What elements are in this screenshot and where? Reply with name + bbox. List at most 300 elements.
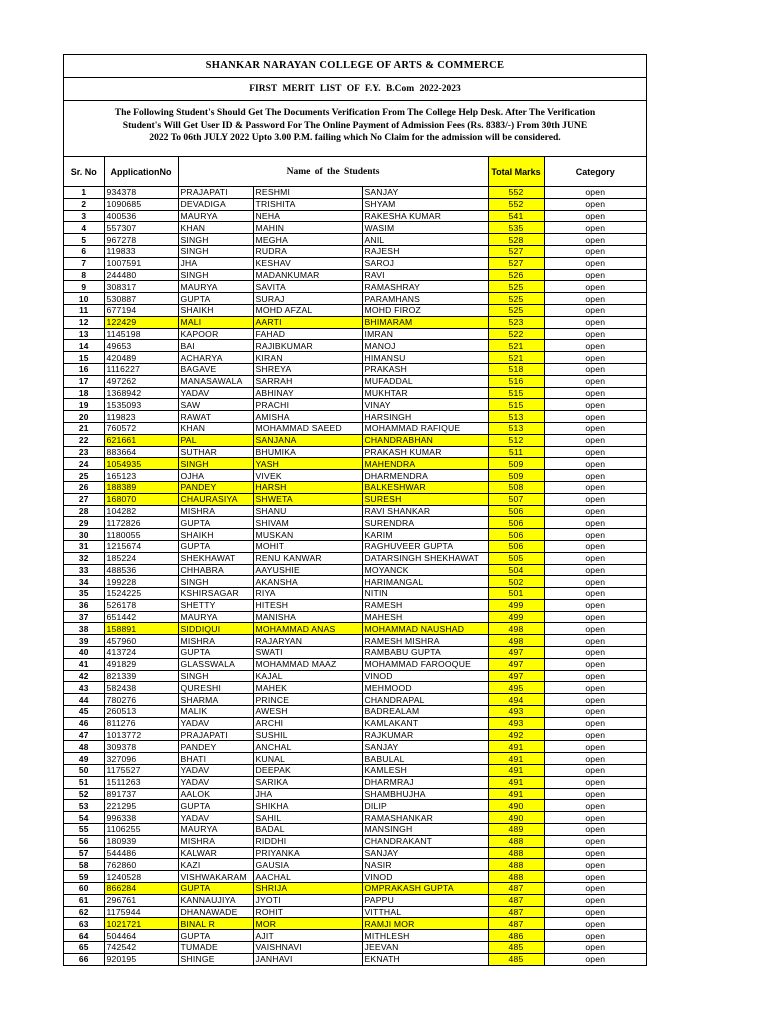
surname-cell: PANDEY	[178, 741, 253, 753]
category-cell: open	[544, 741, 646, 753]
application-no-cell: 1368942	[104, 387, 178, 399]
table-row	[64, 930, 646, 942]
category-cell: open	[544, 328, 646, 340]
first-name-cell: MOHIT	[253, 540, 362, 552]
table-row	[64, 694, 646, 706]
first-name-cell: AKANSHA	[253, 576, 362, 588]
father-name-cell: PAPPU	[362, 894, 488, 906]
first-name-cell: KAJAL	[253, 670, 362, 682]
father-name-cell: RAMESH MISHRA	[362, 635, 488, 647]
application-no-cell: 557307	[104, 222, 178, 234]
total-marks-cell: 490	[488, 812, 544, 824]
father-name-cell: SANJAY	[362, 741, 488, 753]
table-row	[64, 611, 646, 623]
father-name-cell: SANJAY	[362, 847, 488, 859]
notice-line: 2022 To 06th JULY 2022 Upto 3.00 P.M. failing which No Claim for the admission will be considered.	[149, 132, 561, 143]
total-marks-cell: 501	[488, 588, 544, 600]
application-no-cell: 1013772	[104, 729, 178, 741]
total-marks-cell: 515	[488, 399, 544, 411]
surname-cell: MALIK	[178, 706, 253, 718]
application-no-cell: 1511263	[104, 776, 178, 788]
application-no-cell: 1116227	[104, 363, 178, 375]
application-no-cell: 221295	[104, 800, 178, 812]
first-name-cell: JHA	[253, 788, 362, 800]
first-name-cell: RAJARYAN	[253, 635, 362, 647]
surname-cell: JHA	[178, 257, 253, 269]
application-no-cell: 309378	[104, 741, 178, 753]
table-row	[64, 540, 646, 552]
category-cell: open	[544, 812, 646, 824]
application-no-cell: 1054935	[104, 458, 178, 470]
surname-cell: KHAN	[178, 222, 253, 234]
first-name-cell: FAHAD	[253, 328, 362, 340]
first-name-cell: SHWETA	[253, 493, 362, 505]
father-name-cell: BABULAL	[362, 753, 488, 765]
first-name-cell: PRINCE	[253, 694, 362, 706]
application-no-cell: 742542	[104, 942, 178, 954]
surname-cell: SHETTY	[178, 599, 253, 611]
father-name-cell: VITTHAL	[362, 906, 488, 918]
first-name-cell: MUSKAN	[253, 529, 362, 541]
application-no-cell: 891737	[104, 788, 178, 800]
father-name-cell: VINOD	[362, 871, 488, 883]
total-marks-cell: 486	[488, 930, 544, 942]
application-no-cell: 1145198	[104, 328, 178, 340]
total-marks-cell: 491	[488, 765, 544, 777]
sr-no-cell: 28	[64, 505, 104, 517]
application-no-cell: 760572	[104, 422, 178, 434]
category-cell: open	[544, 859, 646, 871]
surname-cell: MAURYA	[178, 611, 253, 623]
category-cell: open	[544, 304, 646, 316]
sr-no-cell: 58	[64, 859, 104, 871]
total-marks-cell: 518	[488, 363, 544, 375]
sr-no-cell: 7	[64, 257, 104, 269]
surname-cell: GLASSWALA	[178, 658, 253, 670]
total-marks-cell: 499	[488, 599, 544, 611]
application-no-cell: 762860	[104, 859, 178, 871]
first-name-cell: JANHAVI	[253, 953, 362, 964]
total-marks-cell: 490	[488, 800, 544, 812]
first-name-cell: BHUMIKA	[253, 446, 362, 458]
table-row	[64, 387, 646, 399]
father-name-cell: DHARMRAJ	[362, 776, 488, 788]
father-name-cell: SANJAY	[362, 187, 488, 199]
table-row	[64, 658, 646, 670]
table-row	[64, 458, 646, 470]
total-marks-cell: 541	[488, 210, 544, 222]
table-row	[64, 316, 646, 328]
table-row	[64, 776, 646, 788]
father-name-cell: RAVI	[362, 269, 488, 281]
application-no-cell: 883664	[104, 446, 178, 458]
first-name-cell: BADAL	[253, 824, 362, 836]
father-name-cell: MOHAMMAD FAROOQUE	[362, 658, 488, 670]
application-no-cell: 497262	[104, 375, 178, 387]
application-no-cell: 420489	[104, 352, 178, 364]
application-no-cell: 491829	[104, 658, 178, 670]
first-name-cell: RUDRA	[253, 245, 362, 257]
sr-no-cell: 16	[64, 363, 104, 375]
surname-cell: YADAV	[178, 765, 253, 777]
first-name-cell: SHIVAM	[253, 517, 362, 529]
surname-cell: TUMADE	[178, 942, 253, 954]
notice-line: Student's Will Get User ID & Password For The Online Payment of Admission Fees (Rs. 8383/-) From 30th JUNE	[122, 119, 588, 131]
first-name-cell: MOR	[253, 918, 362, 930]
table-row	[64, 753, 646, 765]
sr-no-cell: 54	[64, 812, 104, 824]
sr-no-cell: 20	[64, 411, 104, 423]
surname-cell: GUPTA	[178, 540, 253, 552]
father-name-cell: RAMBABU GUPTA	[362, 647, 488, 659]
first-name-cell: SHREYA	[253, 363, 362, 375]
total-marks-cell: 526	[488, 269, 544, 281]
application-no-cell: 780276	[104, 694, 178, 706]
father-name-cell: BADREALAM	[362, 706, 488, 718]
father-name-cell: MOHD FIROZ	[362, 304, 488, 316]
surname-cell: BINAL R	[178, 918, 253, 930]
table-row	[64, 576, 646, 588]
first-name-cell: SARIKA	[253, 776, 362, 788]
first-name-cell: MOHD AFZAL	[253, 304, 362, 316]
table-row	[64, 245, 646, 257]
father-name-cell: MAHENDRA	[362, 458, 488, 470]
application-no-cell: 621661	[104, 434, 178, 446]
surname-cell: GUPTA	[178, 800, 253, 812]
category-cell: open	[544, 399, 646, 411]
table-row	[64, 953, 646, 964]
father-name-cell: NITIN	[362, 588, 488, 600]
surname-cell: SHEKHAWAT	[178, 552, 253, 564]
category-cell: open	[544, 458, 646, 470]
sr-no-cell: 49	[64, 753, 104, 765]
application-no-cell: 530887	[104, 293, 178, 305]
application-no-cell: 1090685	[104, 198, 178, 210]
sr-no-cell: 48	[64, 741, 104, 753]
surname-cell: SINGH	[178, 269, 253, 281]
surname-cell: CHAURASIYA	[178, 493, 253, 505]
table-row	[64, 942, 646, 954]
father-name-cell: ANIL	[362, 234, 488, 246]
surname-cell: SHINGE	[178, 953, 253, 964]
total-marks-cell: 508	[488, 481, 544, 493]
application-no-cell: 119833	[104, 245, 178, 257]
application-no-cell: 1524225	[104, 588, 178, 600]
sr-no-cell: 27	[64, 493, 104, 505]
first-name-cell: SUSHIL	[253, 729, 362, 741]
table-row	[64, 257, 646, 269]
father-name-cell: CHANDRAPAL	[362, 694, 488, 706]
surname-cell: BAGAVE	[178, 363, 253, 375]
first-name-cell: PRACHI	[253, 399, 362, 411]
father-name-cell: RAMASHRAY	[362, 281, 488, 293]
table-row	[64, 552, 646, 564]
surname-cell: DHANAWADE	[178, 906, 253, 918]
total-marks-cell: 494	[488, 694, 544, 706]
surname-cell: SHAIKH	[178, 529, 253, 541]
sr-no-cell: 42	[64, 670, 104, 682]
total-marks-cell: 498	[488, 623, 544, 635]
total-marks-cell: 506	[488, 540, 544, 552]
total-marks-cell: 552	[488, 198, 544, 210]
category-cell: open	[544, 552, 646, 564]
application-no-cell: 582438	[104, 682, 178, 694]
total-marks-cell: 493	[488, 717, 544, 729]
table-row	[64, 682, 646, 694]
first-name-cell: MOHAMMAD MAAZ	[253, 658, 362, 670]
father-name-cell: SURESH	[362, 493, 488, 505]
category-cell: open	[544, 670, 646, 682]
category-cell: open	[544, 245, 646, 257]
table-row	[64, 422, 646, 434]
first-name-cell: AACHAL	[253, 871, 362, 883]
category-cell: open	[544, 576, 646, 588]
table-row	[64, 352, 646, 364]
father-name-cell: RAMESH	[362, 599, 488, 611]
surname-cell: MAURYA	[178, 210, 253, 222]
surname-cell: SINGH	[178, 576, 253, 588]
father-name-cell: RAVI SHANKAR	[362, 505, 488, 517]
surname-cell: DEVADIGA	[178, 198, 253, 210]
verification-notice	[64, 101, 646, 157]
category-cell: open	[544, 352, 646, 364]
sr-no-cell: 33	[64, 564, 104, 576]
surname-cell: ACHARYA	[178, 352, 253, 364]
sr-no-cell: 3	[64, 210, 104, 222]
first-name-cell: TRISHITA	[253, 198, 362, 210]
first-name-cell: MAHEK	[253, 682, 362, 694]
category-cell: open	[544, 422, 646, 434]
surname-cell: SHAIKH	[178, 304, 253, 316]
table-row	[64, 670, 646, 682]
table-row	[64, 304, 646, 316]
father-name-cell: DILIP	[362, 800, 488, 812]
total-marks-cell: 498	[488, 635, 544, 647]
category-cell: open	[544, 847, 646, 859]
first-name-cell: RENU KANWAR	[253, 552, 362, 564]
table-row	[64, 187, 646, 199]
category-cell: open	[544, 942, 646, 954]
surname-cell: MANASAWALA	[178, 375, 253, 387]
category-cell: open	[544, 434, 646, 446]
sr-no-cell: 31	[64, 540, 104, 552]
sr-no-cell: 12	[64, 316, 104, 328]
sr-no-cell: 38	[64, 623, 104, 635]
sr-no-cell: 10	[64, 293, 104, 305]
surname-cell: VISHWAKARAM	[178, 871, 253, 883]
surname-cell: YADAV	[178, 387, 253, 399]
first-name-cell: YASH	[253, 458, 362, 470]
father-name-cell: KARIM	[362, 529, 488, 541]
table-row	[64, 788, 646, 800]
surname-cell: YADAV	[178, 812, 253, 824]
first-name-cell: ABHINAY	[253, 387, 362, 399]
first-name-cell: MAHIN	[253, 222, 362, 234]
sr-no-cell: 62	[64, 906, 104, 918]
table-row	[64, 588, 646, 600]
category-cell: open	[544, 588, 646, 600]
category-cell: open	[544, 210, 646, 222]
application-no-cell: 119823	[104, 411, 178, 423]
table-row	[64, 269, 646, 281]
table-row	[64, 599, 646, 611]
surname-cell: KANNAUJIYA	[178, 894, 253, 906]
table-row	[64, 635, 646, 647]
total-marks-cell: 504	[488, 564, 544, 576]
table-row	[64, 198, 646, 210]
category-cell: open	[544, 835, 646, 847]
father-name-cell: RAMASHANKAR	[362, 812, 488, 824]
table-row	[64, 800, 646, 812]
application-no-cell: 308317	[104, 281, 178, 293]
sr-no-cell: 51	[64, 776, 104, 788]
surname-cell: KALWAR	[178, 847, 253, 859]
category-cell: open	[544, 706, 646, 718]
table-row	[64, 717, 646, 729]
total-marks-cell: 487	[488, 883, 544, 895]
category-cell: open	[544, 894, 646, 906]
father-name-cell: HARSINGH	[362, 411, 488, 423]
sr-no-cell: 35	[64, 588, 104, 600]
table-row	[64, 470, 646, 482]
surname-cell: SINGH	[178, 458, 253, 470]
father-name-cell: PARAMHANS	[362, 293, 488, 305]
total-marks-header: Total Marks	[488, 157, 544, 187]
sr-no-cell: 15	[64, 352, 104, 364]
sr-no-cell: 45	[64, 706, 104, 718]
application-no-cell: 1240528	[104, 871, 178, 883]
category-cell: open	[544, 753, 646, 765]
table-row	[64, 741, 646, 753]
category-cell: open	[544, 918, 646, 930]
surname-cell: SINGH	[178, 234, 253, 246]
sr-no-cell: 22	[64, 434, 104, 446]
category-cell: open	[544, 635, 646, 647]
sr-no-cell: 47	[64, 729, 104, 741]
total-marks-cell: 489	[488, 824, 544, 836]
application-no-cell: 920195	[104, 953, 178, 964]
first-name-cell: SAHIL	[253, 812, 362, 824]
category-cell: open	[544, 729, 646, 741]
table-row	[64, 871, 646, 883]
category-cell: open	[544, 540, 646, 552]
sr-no-cell: 66	[64, 953, 104, 964]
total-marks-cell: 485	[488, 942, 544, 954]
first-name-cell: ARCHI	[253, 717, 362, 729]
first-name-cell: GAUSIA	[253, 859, 362, 871]
father-name-cell: SHAMBHUJHA	[362, 788, 488, 800]
category-cell: open	[544, 906, 646, 918]
total-marks-cell: 487	[488, 906, 544, 918]
notice-line: The Following Student's Should Get The Documents Verification From The College Help Desk. After The Verification	[114, 107, 596, 118]
surname-cell: SHARMA	[178, 694, 253, 706]
total-marks-cell: 522	[488, 328, 544, 340]
father-name-cell: MEHMOOD	[362, 682, 488, 694]
table-row	[64, 517, 646, 529]
total-marks-cell: 491	[488, 741, 544, 753]
sr-no-cell: 26	[64, 481, 104, 493]
first-name-cell: AWESH	[253, 706, 362, 718]
first-name-cell: MEGHA	[253, 234, 362, 246]
category-cell: open	[544, 187, 646, 199]
application-no-cell: 651442	[104, 611, 178, 623]
category-cell: open	[544, 647, 646, 659]
category-cell: open	[544, 623, 646, 635]
surname-cell: MAURYA	[178, 281, 253, 293]
first-name-cell: VIVEK	[253, 470, 362, 482]
application-no-cell: 967278	[104, 234, 178, 246]
application-no-cell: 1180055	[104, 529, 178, 541]
first-name-cell: ANCHAL	[253, 741, 362, 753]
total-marks-cell: 502	[488, 576, 544, 588]
sr-no-cell: 17	[64, 375, 104, 387]
sr-no-cell: 57	[64, 847, 104, 859]
category-cell: open	[544, 883, 646, 895]
total-marks-cell: 511	[488, 446, 544, 458]
father-name-cell: SHYAM	[362, 198, 488, 210]
category-cell: open	[544, 529, 646, 541]
surname-cell: SINGH	[178, 245, 253, 257]
sr-no-cell: 5	[64, 234, 104, 246]
category-cell: open	[544, 871, 646, 883]
father-name-cell: BHIMARAM	[362, 316, 488, 328]
first-name-cell: MOHAMMAD ANAS	[253, 623, 362, 635]
sr-no-cell: 50	[64, 765, 104, 777]
table-row	[64, 293, 646, 305]
category-cell: open	[544, 493, 646, 505]
first-name-cell: SURAJ	[253, 293, 362, 305]
merit-list-sheet	[63, 54, 647, 966]
category-cell: open	[544, 717, 646, 729]
father-name-cell: MOYANCK	[362, 564, 488, 576]
application-no-cell: 1007591	[104, 257, 178, 269]
application-no-cell: 413724	[104, 647, 178, 659]
surname-cell: PAL	[178, 434, 253, 446]
category-cell: open	[544, 788, 646, 800]
sr-no-cell: 29	[64, 517, 104, 529]
father-name-cell: RAGHUVEER GUPTA	[362, 540, 488, 552]
application-no-header: ApplicationNo	[104, 157, 178, 187]
table-row	[64, 729, 646, 741]
father-name-cell: SAROJ	[362, 257, 488, 269]
total-marks-cell: 512	[488, 434, 544, 446]
table-row	[64, 883, 646, 895]
category-cell: open	[544, 682, 646, 694]
total-marks-cell: 505	[488, 552, 544, 564]
table-row	[64, 824, 646, 836]
sr-no-cell: 8	[64, 269, 104, 281]
father-name-cell: MUKHTAR	[362, 387, 488, 399]
sr-no-cell: 13	[64, 328, 104, 340]
surname-cell: MISHRA	[178, 505, 253, 517]
table-row	[64, 340, 646, 352]
sr-no-cell: 46	[64, 717, 104, 729]
father-name-cell: BALKESHWAR	[362, 481, 488, 493]
application-no-cell: 122429	[104, 316, 178, 328]
father-name-cell: IMRAN	[362, 328, 488, 340]
first-name-cell: HITESH	[253, 599, 362, 611]
total-marks-cell: 525	[488, 293, 544, 305]
surname-cell: KAZI	[178, 859, 253, 871]
sr-no-cell: 63	[64, 918, 104, 930]
total-marks-cell: 527	[488, 257, 544, 269]
sr-no-cell: 19	[64, 399, 104, 411]
first-name-cell: KESHAV	[253, 257, 362, 269]
first-name-cell: SHANU	[253, 505, 362, 517]
application-no-cell: 1106255	[104, 824, 178, 836]
category-cell: open	[544, 611, 646, 623]
application-no-cell: 199228	[104, 576, 178, 588]
